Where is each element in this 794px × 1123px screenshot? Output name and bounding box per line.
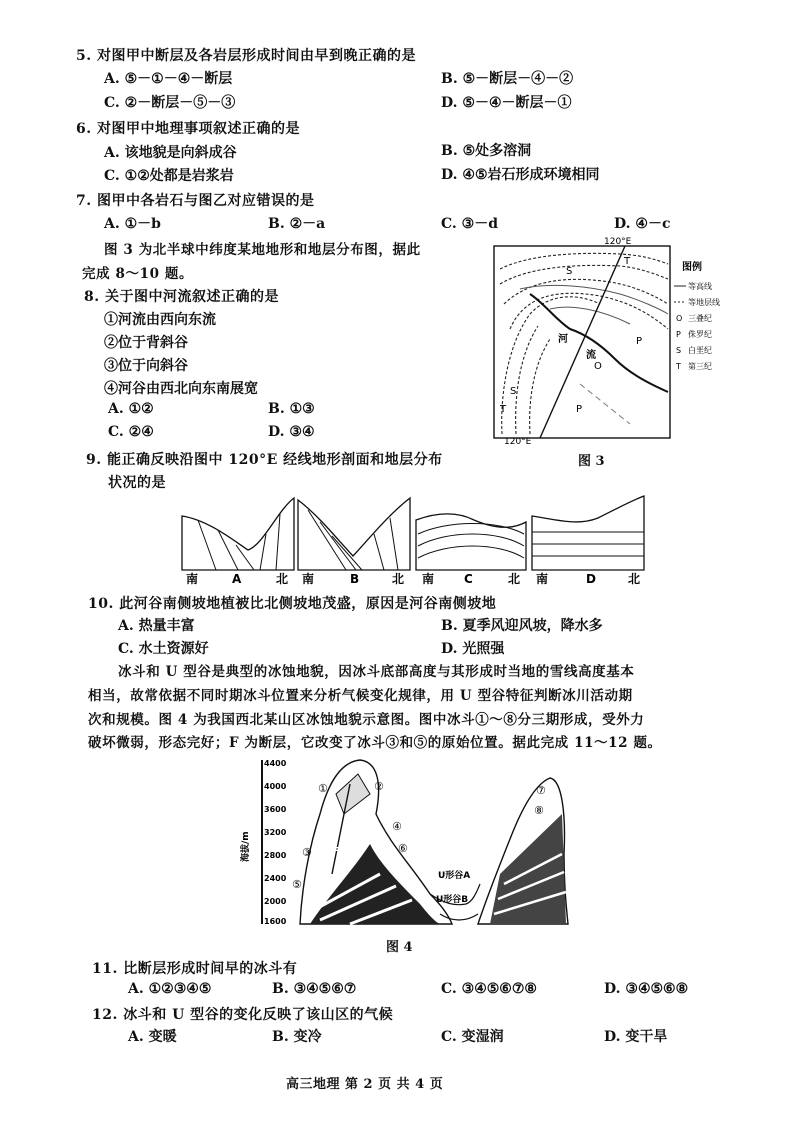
profile-d-south: 南 (536, 572, 549, 586)
fig4-valley-a: U形谷A (438, 871, 471, 881)
fig4-fault: F (332, 846, 339, 857)
fig3-key-6: T (676, 362, 681, 371)
q8-stem: 8. 关于图中河流叙述正确的是 (84, 289, 279, 305)
intro-fig4-line2: 相当，故常依据不同时期冰斗位置来分析气候变化规律，用 U 型谷特征判断冰川活动期 (88, 688, 633, 704)
intro-fig3-line2: 完成 8～10 题。 (82, 266, 194, 282)
fig4-cirque-2: ② (374, 780, 384, 793)
q8-statement-4: ④河谷由西北向东南展宽 (104, 381, 258, 397)
figure-3-map (490, 234, 730, 446)
q6-option-d: D. ④⑤岩石形成环境相同 (441, 167, 600, 183)
q5-option-b: B. ⑤－断层－④－② (441, 71, 574, 87)
q9-profiles (178, 490, 648, 590)
profile-d-north: 北 (628, 572, 641, 586)
profile-b-label: B (350, 572, 360, 586)
fig4-caption: 图 4 (386, 940, 413, 955)
profile-b-north: 北 (392, 572, 405, 586)
fig4-tick-2400: 2400 (264, 874, 287, 883)
q7-option-c: C. ③－d (441, 216, 498, 232)
fig3-key-4: P (676, 330, 681, 339)
q9-stem-line1: 9. 能正确反映沿图中 120°E 经线地形剖面和地层分布 (86, 452, 443, 468)
fig4-valley-b: U形谷B (436, 895, 469, 905)
profile-a-south: 南 (186, 572, 199, 586)
fig4-tick-4000: 4000 (264, 782, 287, 791)
profile-b (298, 498, 410, 586)
q6-option-a: A. 该地貌是向斜成谷 (104, 145, 237, 161)
q10-option-b: B. 夏季风迎风坡，降水多 (441, 618, 603, 634)
profile-a-north: 北 (276, 572, 289, 586)
q9-stem-line2: 状况的是 (108, 475, 166, 491)
fig3-map-p: P (636, 336, 643, 347)
q8-option-a: A. ①② (108, 401, 154, 417)
profile-c (416, 514, 526, 586)
fig4-tick-4400: 4400 (264, 759, 287, 768)
q10-option-a: A. 热量丰富 (118, 618, 195, 634)
page-footer: 高三地理 第 2 页 共 4 页 (286, 1077, 444, 1092)
q6-option-c: C. ①②处都是岩浆岩 (104, 168, 234, 184)
fig4-tick-2000: 2000 (264, 897, 287, 906)
intro-fig3-line1: 图 3 为北半球中纬度某地地形和地层分布图，据此 (104, 242, 421, 258)
fig4-tick-2800: 2800 (264, 851, 287, 860)
fig3-legend-1: 等高线 (688, 282, 712, 291)
fig3-key-5: S (676, 346, 682, 355)
q5-option-d: D. ⑤－④－断层－① (441, 95, 572, 111)
q8-option-c: C. ②④ (108, 424, 154, 440)
q7-option-d: D. ④－c (614, 216, 671, 232)
q5-option-c: C. ②－断层－⑤－③ (104, 95, 236, 111)
q8-option-b: B. ①③ (268, 401, 315, 417)
q11-option-c: C. ③④⑤⑥⑦⑧ (441, 981, 537, 997)
fig3-key-3: O (676, 314, 683, 323)
fig3-legend-4: 侏罗纪 (688, 330, 712, 339)
profile-d (532, 496, 644, 586)
fig3-legend-6: 第三纪 (688, 362, 712, 371)
q11-option-a: A. ①②③④⑤ (128, 981, 212, 997)
q7-option-a: A. ①－b (104, 216, 161, 232)
fig4-ylabel: 海拔/m (241, 831, 251, 862)
fig3-legend-title: 图例 (682, 262, 702, 273)
figure-4-glacial-landform (240, 754, 580, 934)
fig3-legend-3: 三叠纪 (688, 314, 712, 323)
fig4-cirque-5: ⑤ (292, 878, 302, 891)
q12-option-d: D. 变干旱 (604, 1029, 668, 1045)
fig4-cirque-4: ④ (392, 820, 402, 833)
fig3-map-o: O (594, 361, 602, 372)
fig4-cirque-8: ⑧ (534, 804, 544, 817)
fig3-map-s2: S (510, 386, 517, 397)
intro-fig4-line3: 次和规模。图 4 为我国西北某山区冰蚀地貌示意图。图中冰斗①～⑧分三期形成，受外力 (88, 712, 645, 728)
q12-option-a: A. 变暖 (128, 1029, 177, 1045)
q11-stem: 11. 比断层形成时间早的冰斗有 (92, 961, 298, 977)
q10-stem: 10. 此河谷南侧坡地植被比北侧坡地茂盛，原因是河谷南侧坡地 (88, 596, 497, 612)
fig4-tick-3600: 3600 (264, 805, 287, 814)
fig3-map-river-2: 流 (586, 350, 596, 361)
q6-stem: 6. 对图甲中地理事项叙述正确的是 (76, 121, 300, 137)
q8-statement-3: ③位于向斜谷 (104, 358, 188, 374)
profile-c-south: 南 (422, 572, 435, 586)
intro-fig4-line4: 破坏微弱，形态完好；F 为断层，它改变了冰斗③和⑤的原始位置。据此完成 11～12 题。 (88, 735, 662, 751)
fig3-lon-top: 120°E (604, 237, 632, 247)
fig3-map-river-1: 河 (558, 334, 568, 345)
fig4-cirque-3: ③ (302, 846, 312, 859)
q11-option-b: B. ③④⑤⑥⑦ (272, 981, 357, 997)
q12-option-c: C. 变湿润 (441, 1029, 504, 1045)
fig4-cirque-7: ⑦ (536, 784, 546, 797)
q7-stem: 7. 图甲中各岩石与图乙对应错误的是 (76, 193, 315, 209)
intro-fig4-line1: 冰斗和 U 型谷是典型的冰蚀地貌，因冰斗底部高度与其形成时当地的雪线高度基本 (118, 664, 635, 680)
q5-option-a: A. ⑤－①－④－断层 (104, 71, 233, 87)
fig3-lon-bottom: 120°E (504, 437, 532, 446)
fig3-map-t2: T (500, 404, 507, 415)
fig4-cirque-6: ⑥ (398, 842, 408, 855)
profile-d-label: D (586, 572, 596, 586)
fig3-map-t: T (624, 256, 631, 267)
fig4-cirque-1: ① (318, 782, 328, 795)
fig4-tick-3200: 3200 (264, 828, 287, 837)
q6-option-b: B. ⑤处多溶洞 (441, 143, 532, 159)
q5-stem: 5. 对图甲中断层及各岩层形成时间由早到晚正确的是 (76, 48, 416, 64)
q11-option-d: D. ③④⑤⑥⑧ (604, 981, 689, 997)
q8-statement-2: ②位于背斜谷 (104, 335, 188, 351)
q12-option-b: B. 变冷 (272, 1029, 322, 1045)
profile-c-label: C (464, 572, 473, 586)
q8-statement-1: ①河流由西向东流 (104, 312, 216, 328)
fig3-legend-5: 白垩纪 (688, 346, 712, 355)
profile-c-north: 北 (508, 572, 521, 586)
fig3-legend-2: 等地层线 (688, 298, 720, 307)
profile-a-label: A (232, 572, 242, 586)
q12-stem: 12. 冰斗和 U 型谷的变化反映了该山区的气候 (92, 1007, 394, 1023)
q7-option-b: B. ②－a (268, 216, 326, 232)
fig3-map-s: S (566, 266, 573, 277)
fig3-caption: 图 3 (578, 454, 605, 469)
profile-b-south: 南 (302, 572, 315, 586)
q8-option-d: D. ③④ (268, 424, 315, 440)
q10-option-d: D. 光照强 (441, 641, 505, 657)
q10-option-c: C. 水土资源好 (118, 641, 209, 657)
fig3-map-p2: P (576, 404, 583, 415)
profile-a (182, 498, 294, 586)
fig4-tick-1600: 1600 (264, 917, 287, 926)
